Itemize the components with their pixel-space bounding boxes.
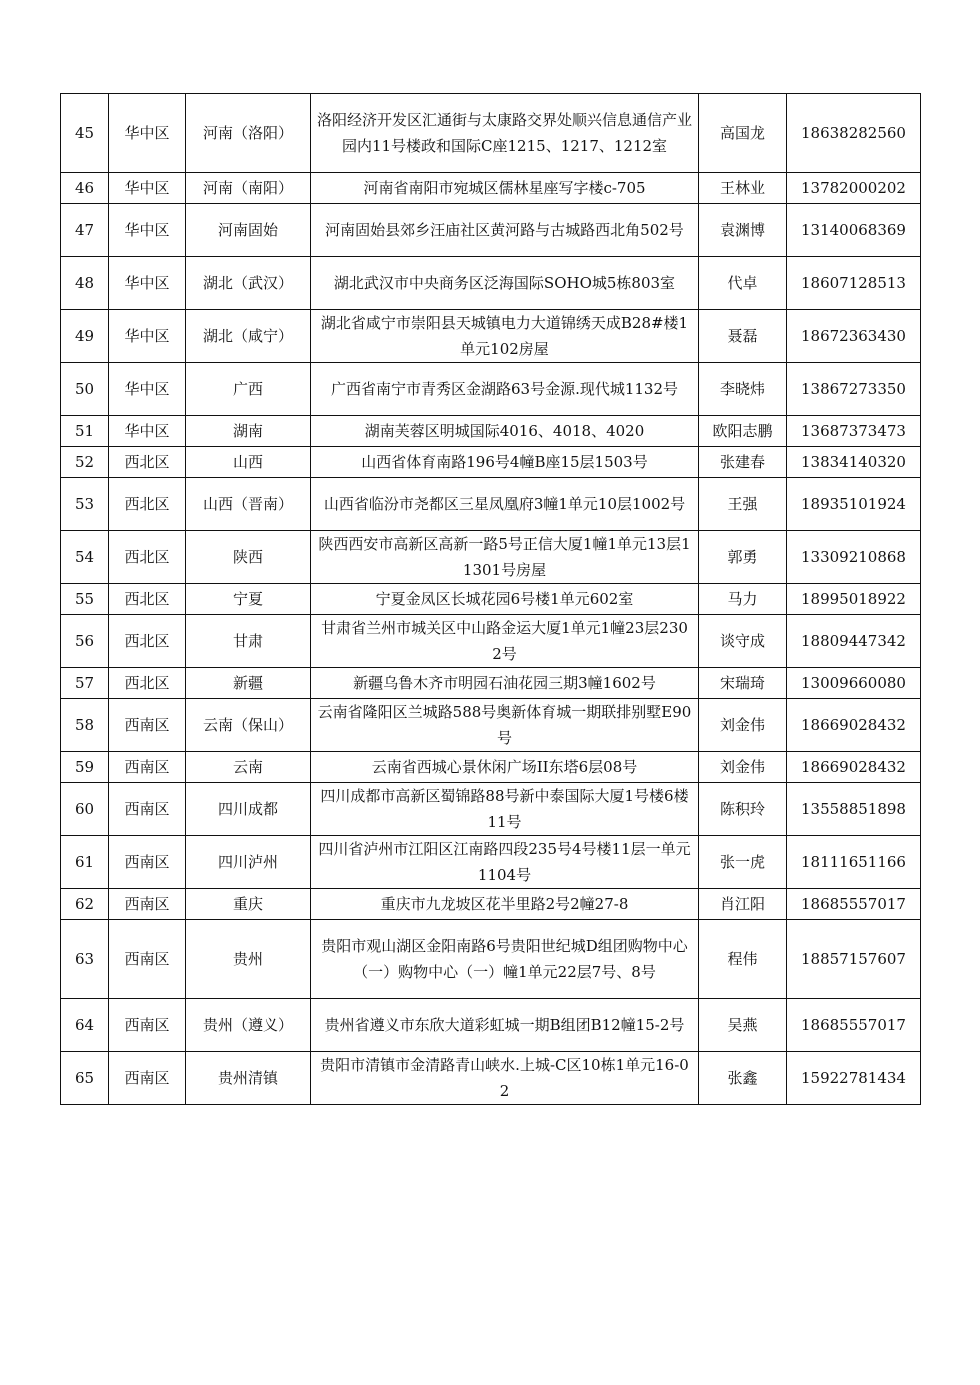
province-cell: 山西 [186, 447, 311, 478]
region-cell: 西北区 [109, 615, 186, 668]
province-cell: 新疆 [186, 668, 311, 699]
province-cell: 贵州 [186, 920, 311, 999]
table-row [61, 668, 921, 699]
address-cell: 甘肃省兰州市城关区中山路金运大厦1单元1幢23层2302号 [311, 615, 699, 668]
phone-cell: 18857157607 [787, 920, 921, 999]
row-number: 57 [61, 668, 109, 699]
address-cell: 新疆乌鲁木齐市明园石油花园三期3幢1602号 [311, 668, 699, 699]
contact-cell: 王林业 [699, 173, 787, 204]
table-row [61, 836, 921, 889]
phone-cell: 18935101924 [787, 478, 921, 531]
province-cell: 云南（保山） [186, 699, 311, 752]
table-row [61, 584, 921, 615]
phone-cell: 18669028432 [787, 752, 921, 783]
row-number: 59 [61, 752, 109, 783]
phone-cell: 18669028432 [787, 699, 921, 752]
phone-cell: 18607128513 [787, 257, 921, 310]
phone-cell: 18111651166 [787, 836, 921, 889]
region-cell: 华中区 [109, 416, 186, 447]
region-cell: 华中区 [109, 257, 186, 310]
contact-cell: 吴燕 [699, 999, 787, 1052]
contact-cell: 张建春 [699, 447, 787, 478]
contact-cell: 宋瑞琦 [699, 668, 787, 699]
table-row [61, 310, 921, 363]
address-cell: 贵阳市观山湖区金阳南路6号贵阳世纪城D组团购物中心（一）购物中心（一）幢1单元22层7号、8号 [311, 920, 699, 999]
region-cell: 西南区 [109, 1052, 186, 1105]
contact-cell: 张鑫 [699, 1052, 787, 1105]
province-cell: 贵州清镇 [186, 1052, 311, 1105]
region-cell: 西南区 [109, 699, 186, 752]
phone-cell: 18685557017 [787, 889, 921, 920]
address-cell: 重庆市九龙坡区花半里路2号2幢27-8 [311, 889, 699, 920]
row-number: 55 [61, 584, 109, 615]
region-cell: 西南区 [109, 999, 186, 1052]
contact-cell: 欧阳志鹏 [699, 416, 787, 447]
contact-cell: 高国龙 [699, 94, 787, 173]
phone-cell: 13558851898 [787, 783, 921, 836]
row-number: 47 [61, 204, 109, 257]
table-row [61, 447, 921, 478]
region-cell: 华中区 [109, 363, 186, 416]
province-cell: 宁夏 [186, 584, 311, 615]
row-number: 48 [61, 257, 109, 310]
phone-cell: 13309210868 [787, 531, 921, 584]
table-row [61, 94, 921, 173]
address-cell: 广西省南宁市青秀区金湖路63号金源.现代城1132号 [311, 363, 699, 416]
province-cell: 四川泸州 [186, 836, 311, 889]
contact-cell: 袁渊博 [699, 204, 787, 257]
region-cell: 西北区 [109, 531, 186, 584]
row-number: 56 [61, 615, 109, 668]
province-cell: 陕西 [186, 531, 311, 584]
phone-cell: 13782000202 [787, 173, 921, 204]
row-number: 50 [61, 363, 109, 416]
province-cell: 广西 [186, 363, 311, 416]
region-cell: 西北区 [109, 447, 186, 478]
region-cell: 西南区 [109, 889, 186, 920]
row-number: 51 [61, 416, 109, 447]
phone-cell: 15922781434 [787, 1052, 921, 1105]
row-number: 46 [61, 173, 109, 204]
address-cell: 山西省体育南路196号4幢B座15层1503号 [311, 447, 699, 478]
row-number: 62 [61, 889, 109, 920]
contact-cell: 陈积玲 [699, 783, 787, 836]
address-cell: 山西省临汾市尧都区三星凤凰府3幢1单元10层1002号 [311, 478, 699, 531]
phone-cell: 18638282560 [787, 94, 921, 173]
region-cell: 华中区 [109, 94, 186, 173]
address-cell: 四川省泸州市江阳区江南路四段235号4号楼11层一单元1104号 [311, 836, 699, 889]
province-cell: 四川成都 [186, 783, 311, 836]
address-cell: 宁夏金凤区长城花园6号楼1单元602室 [311, 584, 699, 615]
row-number: 54 [61, 531, 109, 584]
province-cell: 甘肃 [186, 615, 311, 668]
contact-cell: 李晓炜 [699, 363, 787, 416]
table-row [61, 699, 921, 752]
table-row [61, 615, 921, 668]
contact-cell: 刘金伟 [699, 699, 787, 752]
address-cell: 贵州省遵义市东欣大道彩虹城一期B组团B12幢15-2号 [311, 999, 699, 1052]
address-cell: 湖北省咸宁市崇阳县天城镇电力大道锦绣天成B28#楼1单元102房屋 [311, 310, 699, 363]
table-row [61, 531, 921, 584]
phone-cell: 13687373473 [787, 416, 921, 447]
province-cell: 湖北（咸宁） [186, 310, 311, 363]
province-cell: 河南（洛阳） [186, 94, 311, 173]
phone-cell: 13867273350 [787, 363, 921, 416]
region-cell: 西北区 [109, 478, 186, 531]
address-cell: 四川成都市高新区蜀锦路88号新中泰国际大厦1号楼6楼11号 [311, 783, 699, 836]
contact-cell: 马力 [699, 584, 787, 615]
province-cell: 河南（南阳） [186, 173, 311, 204]
row-number: 53 [61, 478, 109, 531]
table-row [61, 752, 921, 783]
phone-cell: 18672363430 [787, 310, 921, 363]
region-cell: 西北区 [109, 584, 186, 615]
address-cell: 河南固始县郊乡汪庙社区黄河路与古城路西北角502号 [311, 204, 699, 257]
phone-cell: 13009660080 [787, 668, 921, 699]
address-cell: 洛阳经济开发区汇通街与太康路交界处顺兴信息通信产业园内11号楼政和国际C座1215、1217、1212室 [311, 94, 699, 173]
phone-cell: 13834140320 [787, 447, 921, 478]
region-cell: 西北区 [109, 668, 186, 699]
row-number: 61 [61, 836, 109, 889]
address-cell: 云南省西城心景休闲广场II东塔6层08号 [311, 752, 699, 783]
contact-cell: 郭勇 [699, 531, 787, 584]
region-cell: 西南区 [109, 752, 186, 783]
region-cell: 华中区 [109, 173, 186, 204]
contact-cell: 张一虎 [699, 836, 787, 889]
table-row [61, 1052, 921, 1105]
row-number: 45 [61, 94, 109, 173]
table-row [61, 920, 921, 999]
table-row [61, 363, 921, 416]
row-number: 49 [61, 310, 109, 363]
table-row [61, 889, 921, 920]
province-cell: 重庆 [186, 889, 311, 920]
region-cell: 华中区 [109, 310, 186, 363]
province-cell: 湖南 [186, 416, 311, 447]
row-number: 65 [61, 1052, 109, 1105]
address-cell: 陕西西安市高新区高新一路5号正信大厦1幢1单元13层11301号房屋 [311, 531, 699, 584]
table-row [61, 173, 921, 204]
region-cell: 西南区 [109, 783, 186, 836]
address-cell: 湖南芙蓉区明城国际4016、4018、4020 [311, 416, 699, 447]
table-row [61, 416, 921, 447]
address-cell: 云南省隆阳区兰城路588号奥新体育城一期联排别墅E90号 [311, 699, 699, 752]
phone-cell: 18685557017 [787, 999, 921, 1052]
region-cell: 西南区 [109, 920, 186, 999]
table-row [61, 478, 921, 531]
contact-cell: 代卓 [699, 257, 787, 310]
table-row [61, 204, 921, 257]
contact-cell: 聂磊 [699, 310, 787, 363]
row-number: 52 [61, 447, 109, 478]
row-number: 64 [61, 999, 109, 1052]
table-row [61, 999, 921, 1052]
province-cell: 山西（晋南） [186, 478, 311, 531]
table-row [61, 783, 921, 836]
phone-cell: 18995018922 [787, 584, 921, 615]
contact-cell: 程伟 [699, 920, 787, 999]
contact-cell: 王强 [699, 478, 787, 531]
row-number: 58 [61, 699, 109, 752]
province-cell: 贵州（遵义） [186, 999, 311, 1052]
table-row [61, 257, 921, 310]
contact-cell: 肖江阳 [699, 889, 787, 920]
address-cell: 贵阳市清镇市金清路青山峡水.上城-C区10栋1单元16-02 [311, 1052, 699, 1105]
address-cell: 河南省南阳市宛城区儒林星座写字楼c-705 [311, 173, 699, 204]
province-cell: 湖北（武汉） [186, 257, 311, 310]
phone-cell: 13140068369 [787, 204, 921, 257]
row-number: 60 [61, 783, 109, 836]
contact-cell: 刘金伟 [699, 752, 787, 783]
province-cell: 云南 [186, 752, 311, 783]
province-cell: 河南固始 [186, 204, 311, 257]
address-table [60, 93, 921, 1105]
row-number: 63 [61, 920, 109, 999]
contact-cell: 谈守成 [699, 615, 787, 668]
address-cell: 湖北武汉市中央商务区泛海国际SOHO城5栋803室 [311, 257, 699, 310]
region-cell: 西南区 [109, 836, 186, 889]
region-cell: 华中区 [109, 204, 186, 257]
phone-cell: 18809447342 [787, 615, 921, 668]
